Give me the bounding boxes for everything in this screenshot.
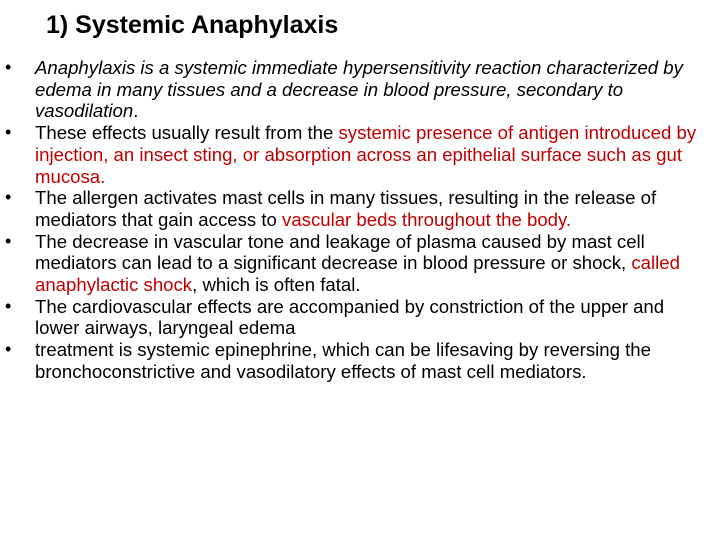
bullet-item bbox=[5, 339, 709, 382]
bullet-list bbox=[5, 57, 709, 383]
bullet-text: The allergen activates mast cells in many tissues, resulting in the release of mediators that gain access to bbox=[35, 187, 657, 230]
bullet-item bbox=[5, 187, 709, 230]
bullet-text: treatment is systemic epinephrine, which can be lifesaving by reversing the bronchoconstrictive and vasodilatory effects of mast cell mediators. bbox=[35, 339, 651, 382]
bullet-text: The decrease in vascular tone and leakage of plasma caused by mast cell mediators can lead to a significant decrease in blood pressure or shock, bbox=[35, 230, 645, 274]
highlighted-text: systemic presence of antigen introduced by injection, an insect sting, or absorption across an epithelial surface such as gut mucosa. bbox=[35, 122, 697, 187]
bullet-text: The cardiovascular effects are accompanied by constriction of the upper and lower airways, laryngeal edema bbox=[35, 295, 665, 339]
bullet-item bbox=[5, 122, 709, 187]
bullet-item bbox=[5, 296, 709, 339]
bullet-text: . bbox=[133, 100, 139, 122]
highlighted-text: vascular beds throughout the body. bbox=[282, 208, 572, 230]
highlighted-text: called anaphylactic shock bbox=[35, 252, 680, 296]
bullet-text: These effects usually result from the bbox=[35, 122, 339, 144]
bullet-text: , which is often fatal. bbox=[192, 274, 361, 296]
bullet-text: Anaphylaxis is a systemic immediate hypersensitivity reaction characterized by edema in many tissues and a decrease in blood pressure, secondary to vasodilation bbox=[35, 57, 683, 122]
slide-title: 1) Systemic Anaphylaxis bbox=[46, 11, 339, 39]
bullet-item bbox=[5, 231, 709, 296]
bullet-item bbox=[5, 57, 709, 122]
